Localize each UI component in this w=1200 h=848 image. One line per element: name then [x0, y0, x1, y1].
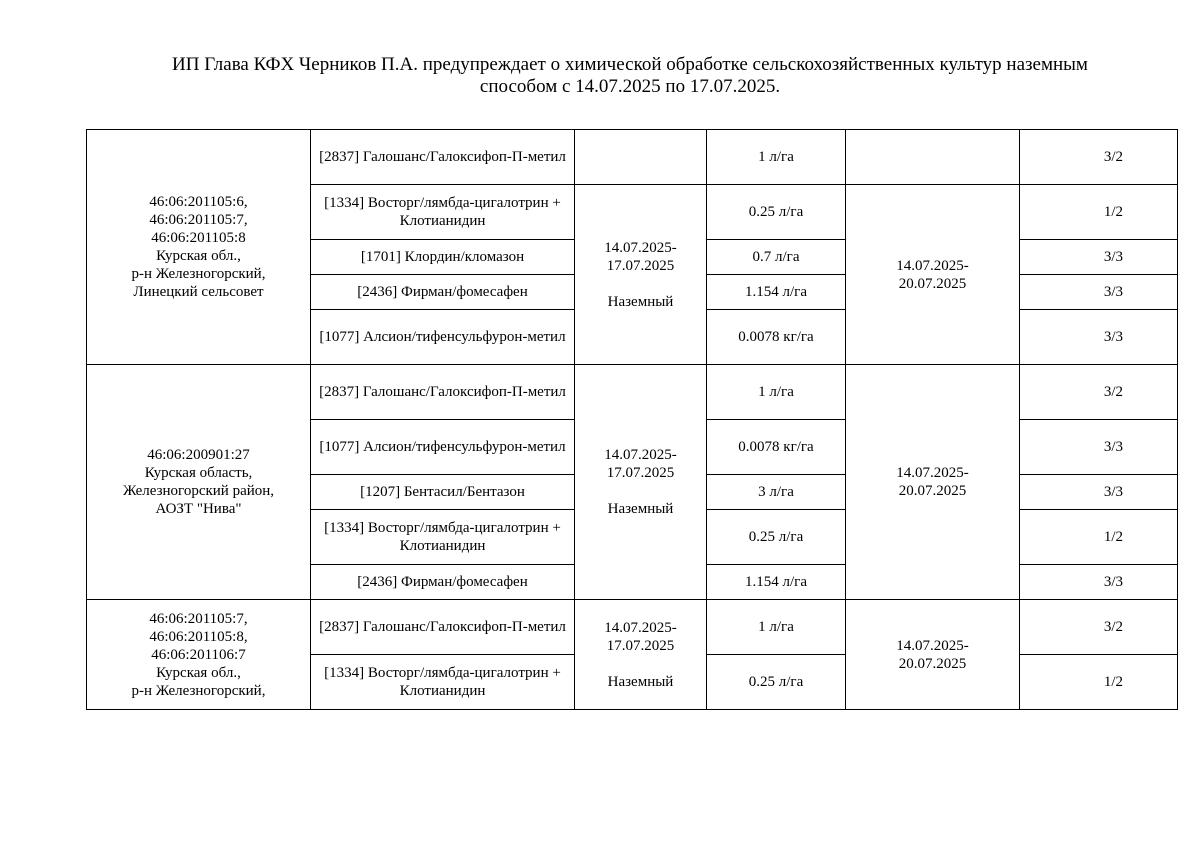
plot-line: р-н Железногорский,	[131, 682, 266, 699]
period-line: 14.07.2025-	[896, 637, 969, 654]
table-row	[87, 365, 1178, 420]
plot-line: 46:06:201105:7,	[149, 610, 248, 627]
plot-cell	[87, 365, 311, 600]
hazard-class-cell: 3/2	[1020, 130, 1178, 185]
hazard-class-cell: 3/2	[1020, 365, 1178, 420]
hazard-class-cell: 3/2	[1020, 600, 1178, 655]
rate-cell: 0.0078 кг/га	[707, 310, 846, 365]
notice-title-line-2: способом с 14.07.2025 по 17.07.2025.	[479, 76, 781, 97]
rate-cell: 1 л/га	[707, 130, 846, 185]
processing-date-line: 17.07.2025	[606, 465, 675, 481]
plot-line: 46:06:201105:6,	[149, 194, 248, 210]
product-cell: [2837] Галошанс/Галоксифоп-П-метил	[311, 365, 575, 420]
period-line: 20.07.2025	[898, 483, 967, 499]
processing-date-line: 14.07.2025-	[604, 619, 677, 636]
hazard-class-cell: 3/3	[1020, 565, 1178, 600]
hazard-class-cell: 1/2	[1020, 655, 1178, 710]
period-cell	[846, 185, 1020, 365]
hazard-class-cell: 1/2	[1020, 510, 1178, 565]
rate-cell: 1.154 л/га	[707, 565, 846, 600]
rate-cell: 1.154 л/га	[707, 275, 846, 310]
processing-date-line: 14.07.2025-	[604, 239, 677, 256]
product-cell: [2837] Галошанс/Галоксифоп-П-метил	[311, 600, 575, 655]
plot-line: 46:06:201105:7,	[149, 212, 248, 228]
processing-date-cell	[575, 600, 707, 710]
plot-line: Курская область,	[144, 465, 253, 481]
rate-cell: 0.25 л/га	[707, 510, 846, 565]
product-cell: [2436] Фирман/фомесафен	[311, 275, 575, 310]
processing-date-line: 17.07.2025	[606, 637, 675, 654]
method-text: Наземный	[607, 501, 674, 517]
period-cell	[846, 365, 1020, 600]
processing-date-line: 17.07.2025	[606, 257, 675, 274]
period-line: 20.07.2025	[898, 655, 967, 672]
plot-line: Железногорский район,	[122, 483, 275, 499]
plot-line: Курская обл.,	[156, 248, 241, 264]
period-line: 14.07.2025-	[896, 465, 969, 481]
empty-cell	[846, 130, 1020, 185]
table-row	[87, 130, 1178, 185]
rate-cell: 0.0078 кг/га	[707, 420, 846, 475]
period-line: 14.07.2025-	[896, 257, 969, 274]
processing-date-cell	[575, 185, 707, 365]
plot-line: 46:06:200901:27	[147, 447, 250, 463]
product-cell: [1077] Алсион/тифенсульфурон-метил	[311, 310, 575, 365]
plot-line: Курская обл.,	[156, 664, 241, 681]
plot-cell	[87, 130, 311, 365]
hazard-class-cell: 3/3	[1020, 475, 1178, 510]
hazard-class-cell: 3/3	[1020, 240, 1178, 275]
rate-cell: 1 л/га	[707, 365, 846, 420]
product-cell: [1334] Восторг/лямбда-цигалотрин + Клотианидин	[311, 510, 575, 565]
treatment-table	[86, 129, 1178, 710]
rate-cell: 0.7 л/га	[707, 240, 846, 275]
processing-date-line: 14.07.2025-	[604, 447, 677, 463]
rate-cell: 0.25 л/га	[707, 655, 846, 710]
product-cell: [1334] Восторг/лямбда-цигалотрин + Клотианидин	[311, 185, 575, 240]
plot-line: Линецкий сельсовет	[133, 284, 264, 300]
hazard-class-cell: 3/3	[1020, 310, 1178, 365]
hazard-class-cell: 3/3	[1020, 275, 1178, 310]
plot-line: 46:06:201105:8	[151, 230, 246, 246]
empty-cell	[575, 130, 707, 185]
hazard-class-cell: 1/2	[1020, 185, 1178, 240]
plot-line: АОЗТ "Нива"	[155, 501, 242, 517]
method-text: Наземный	[607, 673, 674, 690]
rate-cell: 1 л/га	[707, 600, 846, 655]
rate-cell: 3 л/га	[707, 475, 846, 510]
product-cell: [2436] Фирман/фомесафен	[311, 565, 575, 600]
rate-cell: 0.25 л/га	[707, 185, 846, 240]
method-text: Наземный	[607, 293, 674, 310]
product-cell: [1334] Восторг/лямбда-цигалотрин + Клотианидин	[311, 655, 575, 710]
plot-line: р-н Железногорский,	[131, 266, 266, 282]
notice-title-line-1: ИП Глава КФХ Черников П.А. предупреждает о химической обработке сельскохозяйственных культур наземным	[172, 54, 1088, 75]
notice-title	[120, 54, 1140, 98]
plot-cell	[87, 600, 311, 710]
plot-line: 46:06:201106:7	[151, 646, 246, 663]
table-row	[87, 600, 1178, 655]
product-cell: [2837] Галошанс/Галоксифоп-П-метил	[311, 130, 575, 185]
product-cell: [1077] Алсион/тифенсульфурон-метил	[311, 420, 575, 475]
product-cell: [1207] Бентасил/Бентазон	[311, 475, 575, 510]
period-cell	[846, 600, 1020, 710]
processing-date-cell	[575, 365, 707, 600]
product-cell: [1701] Клордин/кломазон	[311, 240, 575, 275]
period-line: 20.07.2025	[898, 275, 967, 292]
hazard-class-cell: 3/3	[1020, 420, 1178, 475]
plot-line: 46:06:201105:8,	[149, 628, 248, 645]
